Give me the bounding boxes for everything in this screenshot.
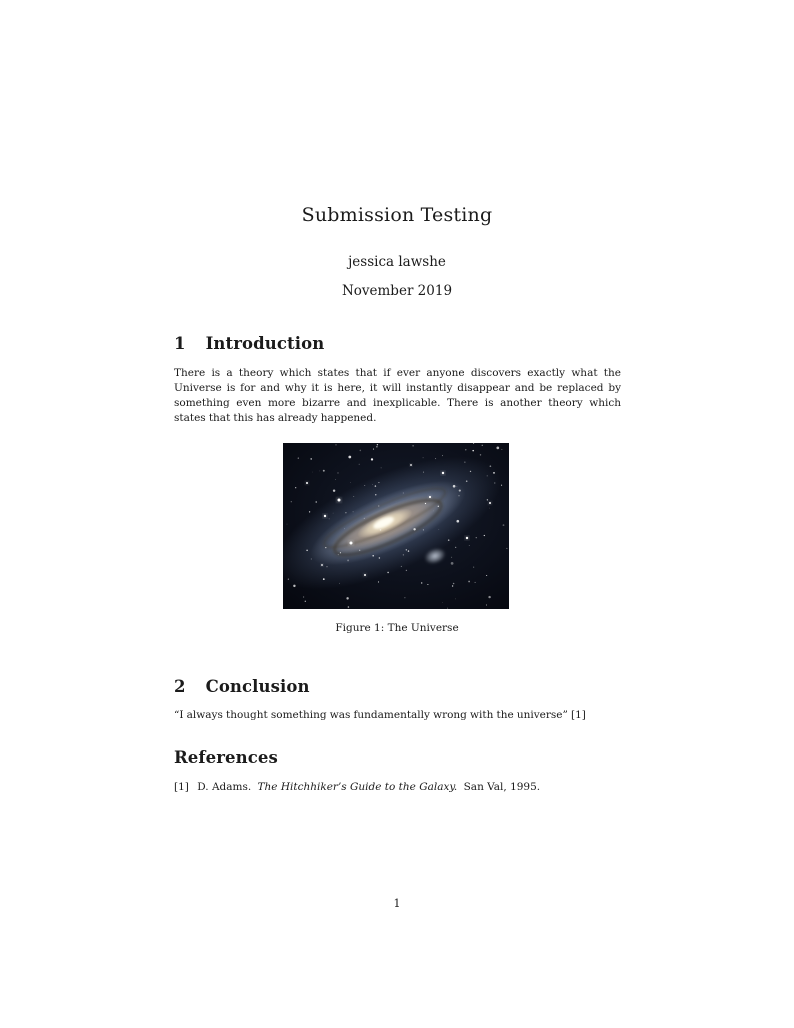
andromeda-galaxy-image <box>283 443 509 609</box>
reference-entry <box>174 780 634 795</box>
section-heading-introduction <box>174 334 324 353</box>
document-date: November 2019 <box>341 283 453 299</box>
document-title: Submission Testing <box>301 204 493 226</box>
conclusion-quote: “I always thought something was fundamentally wrong with the universe” [1] <box>174 709 586 721</box>
reference-authors: D. Adams. <box>197 781 252 793</box>
references-heading: References <box>174 748 278 767</box>
figure-1 <box>283 443 509 609</box>
document-author: jessica lawshe <box>348 254 446 270</box>
section-heading-conclusion <box>174 677 310 696</box>
introduction-paragraph: There is a theory which states that if ever anyone discovers exactly what the Universe is for and why it is here, it will instantly disappear and be replaced by something even more bizarre and inexplicable. There is another theory which states that this has already happened. <box>174 367 621 424</box>
page-number: 1 <box>393 897 401 910</box>
section-number: 2 <box>174 677 186 696</box>
figure-caption: Figure 1: The Universe <box>335 622 459 634</box>
reference-label: [1] <box>174 781 189 793</box>
section-title: Conclusion <box>205 677 310 696</box>
section-number: 1 <box>174 334 186 353</box>
reference-title: The Hitchhiker’s Guide to the Galaxy. <box>257 781 458 793</box>
section-title: Introduction <box>205 334 325 353</box>
reference-publisher: San Val, 1995. <box>463 781 541 793</box>
